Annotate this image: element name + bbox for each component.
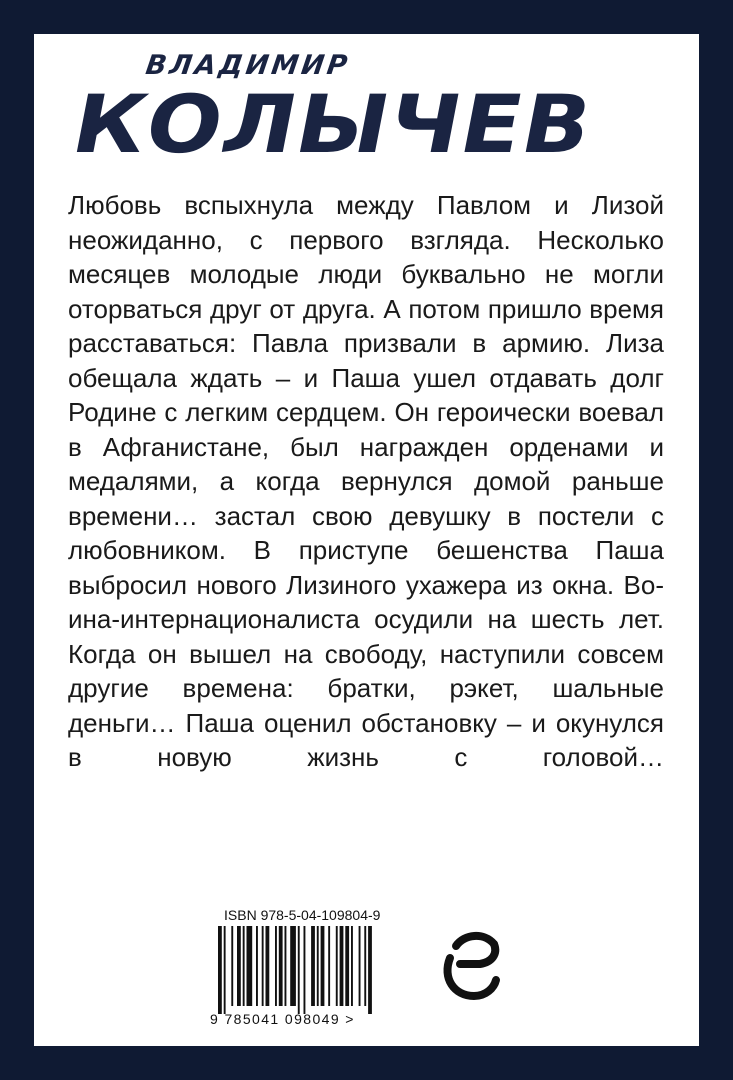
barcode-bars bbox=[216, 926, 416, 1014]
isbn-label: ISBN 978-5-04-109804-9 bbox=[224, 907, 381, 923]
barcode-digits: 9 785041 098049 > bbox=[210, 1011, 355, 1027]
eksmo-logo-icon bbox=[440, 924, 502, 1002]
isbn-barcode bbox=[210, 907, 422, 1035]
book-annotation: Любовь вспыхнула между Павлом и Лизой неожиданно, с первого взгляда. Несколько месяцев молодые люди буквально не могли оторваться друг от друга. А потом пришло время расставаться: Павла призвали в армию. Лиза обещала ждать – и Паша ушел отдавать долг Родине с легким сердцем. Он героически воевал в Афганистане, был награжден орденами и медалями, а когда вернулся домой раньше времени… застал свою девушку в постели с любовником. В приступе бешенства Паша выбросил нового Лизиного ухажера из окна. Воина-интернационалиста осудили на шесть лет. Когда он вышел на свободу, наступили совсем другие времена: братки, рэкет, шальные деньги… Паша оценил обстановку – и окунулся в новую жизнь с головой… bbox=[68, 190, 664, 772]
back-cover bbox=[34, 34, 699, 1046]
author-first-name: ВЛАДИМИР bbox=[143, 50, 352, 81]
author-last-name: КОЛЫЧЕВ bbox=[65, 78, 601, 171]
